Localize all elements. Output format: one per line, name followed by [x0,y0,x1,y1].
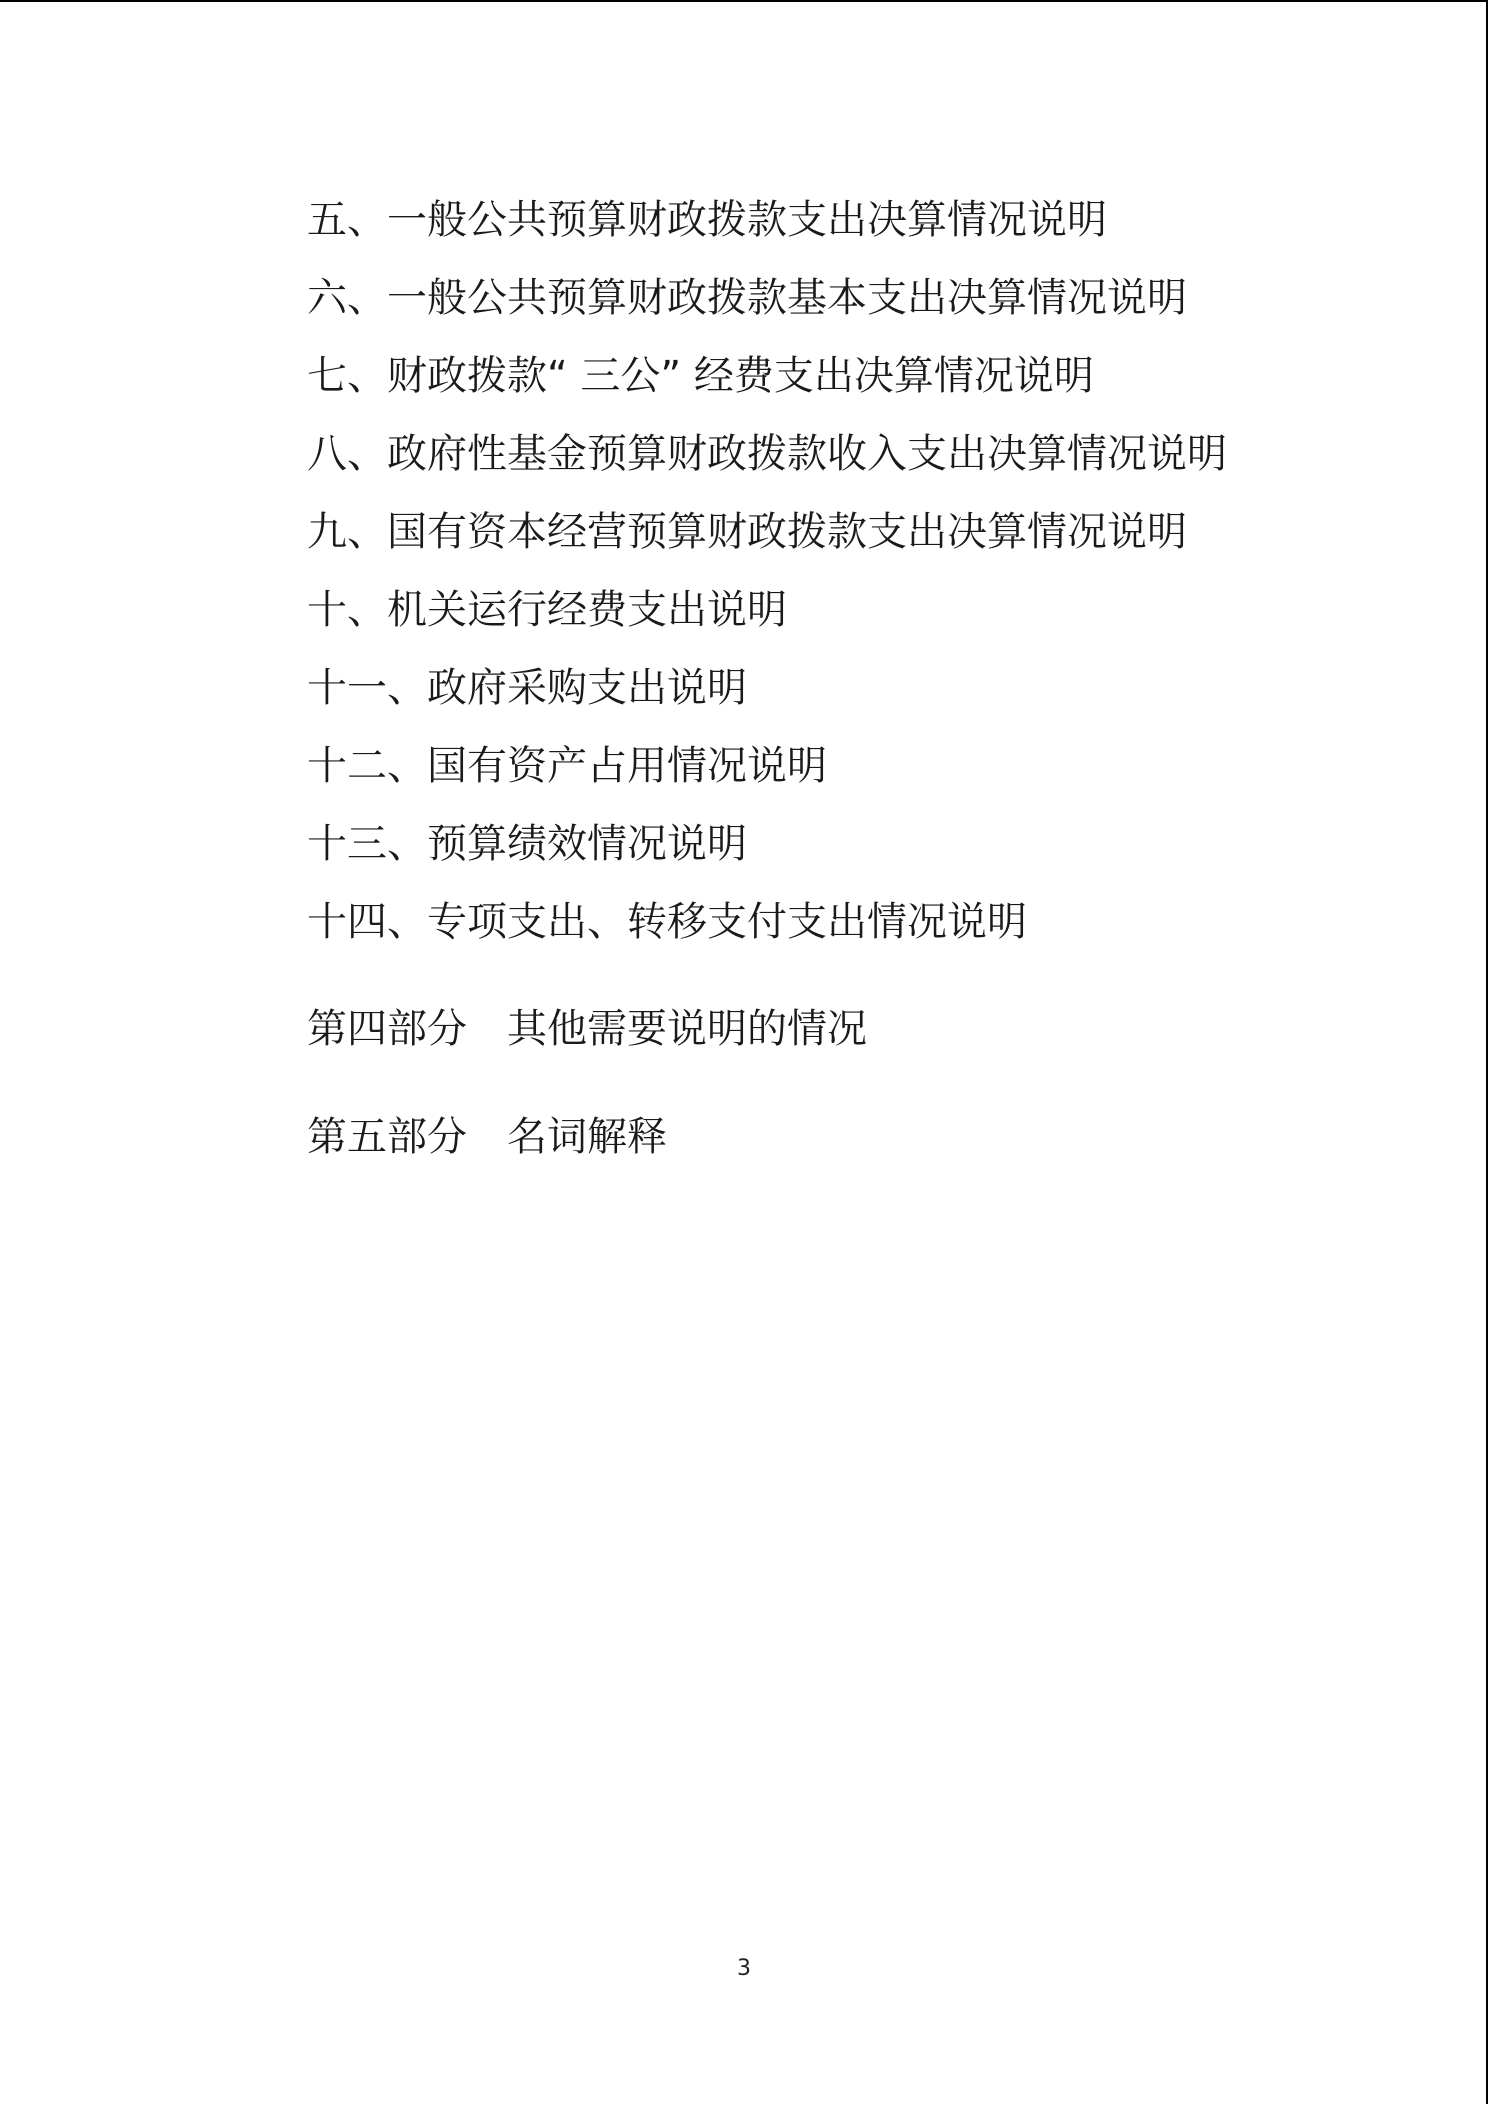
toc-item: 五、一般公共预算财政拨款支出决算情况说明 [307,197,1107,243]
toc-part: 第五部分 名词解释 [307,1114,667,1160]
toc-item: 十、机关运行经费支出说明 [307,587,787,633]
toc-item: 十二、国有资产占用情况说明 [307,743,827,789]
toc-part: 第四部分 其他需要说明的情况 [307,1006,867,1052]
page-number: 3 [737,1956,751,1981]
toc-item: 十一、政府采购支出说明 [307,665,747,711]
toc-item: 九、国有资本经营预算财政拨款支出决算情况说明 [307,509,1187,555]
page-top-border [0,0,1488,2]
toc-item: 八、政府性基金预算财政拨款收入支出决算情况说明 [307,431,1227,477]
toc-item: 十四、专项支出、转移支付支出情况说明 [307,899,1027,945]
toc-item: 十三、预算绩效情况说明 [307,821,747,867]
toc-item: 七、财政拨款“ 三公” 经费支出决算情况说明 [307,353,1094,399]
toc-item: 六、一般公共预算财政拨款基本支出决算情况说明 [307,275,1187,321]
